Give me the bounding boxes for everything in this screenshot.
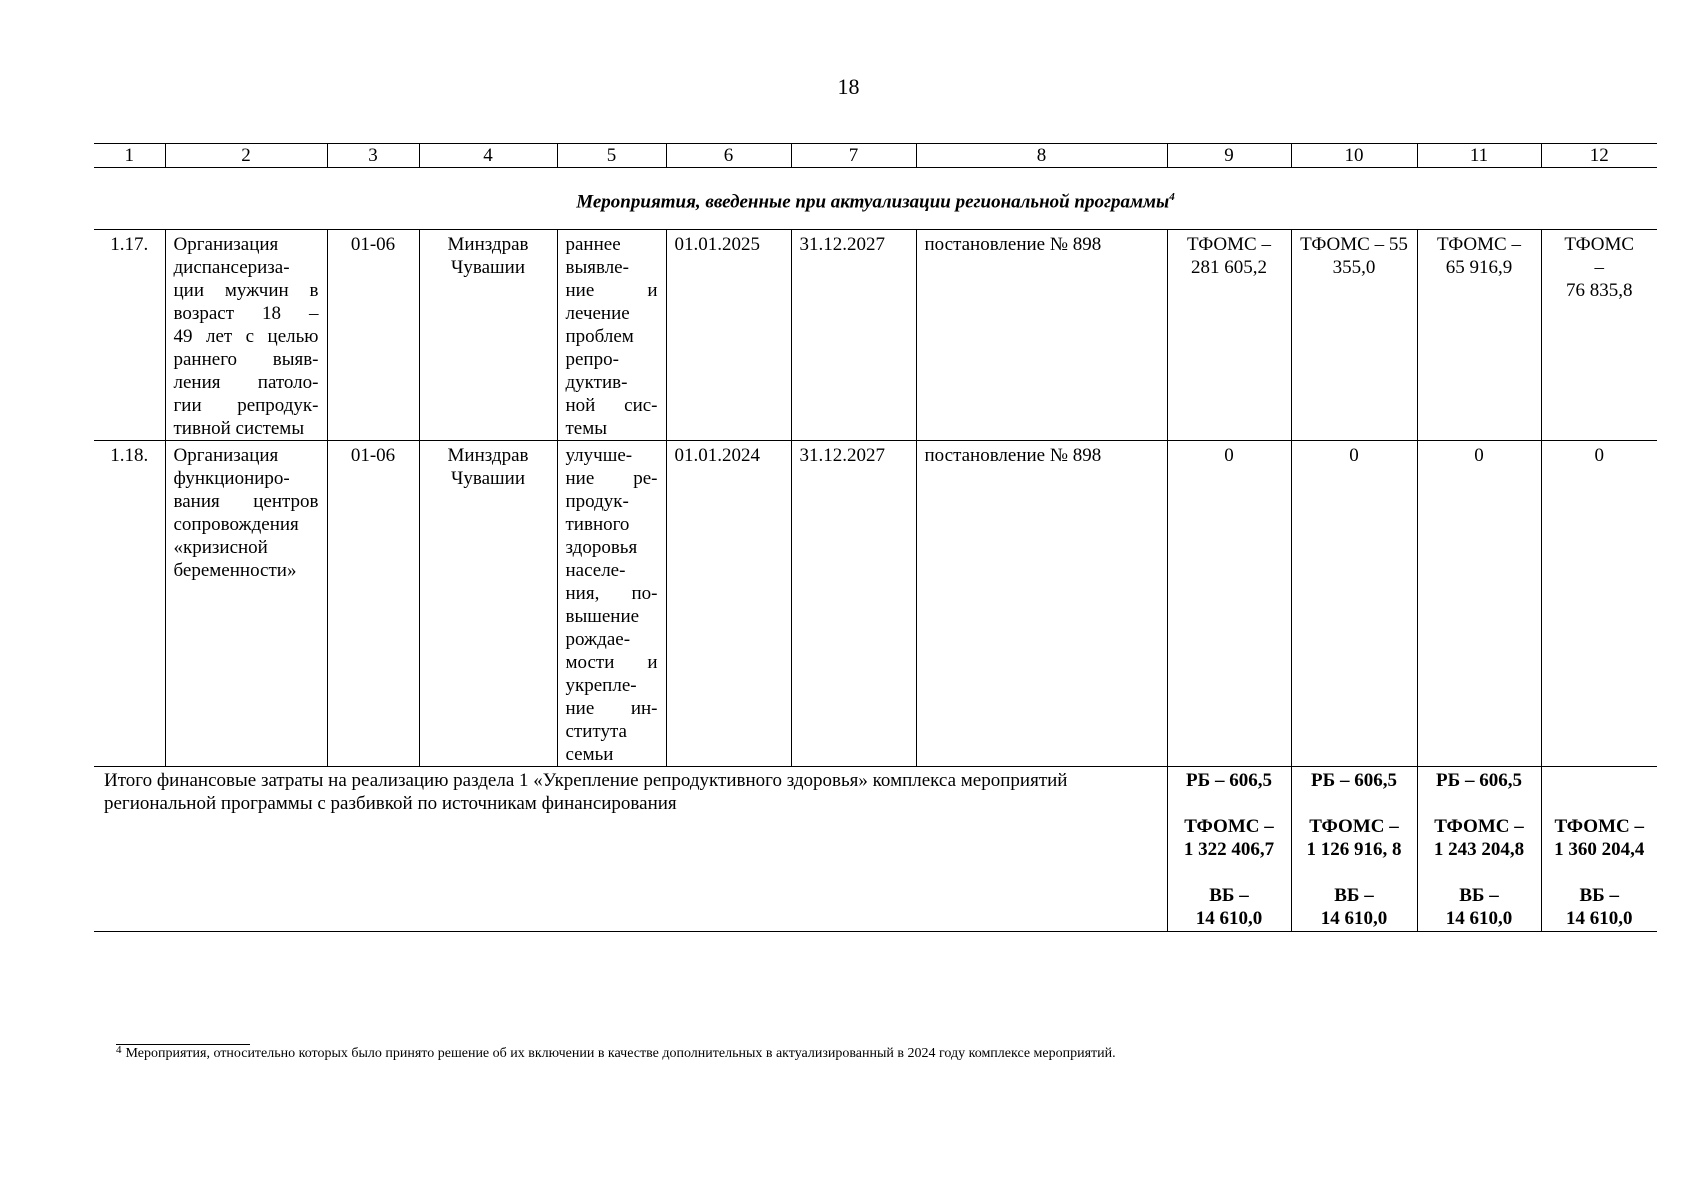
result-line: темы bbox=[565, 418, 608, 440]
event-name-cell bbox=[165, 441, 327, 767]
column-header-row bbox=[94, 144, 1657, 168]
executor-cell: Минздрав Чувашии bbox=[419, 441, 557, 767]
end-date-cell: 31.12.2027 bbox=[791, 230, 916, 441]
result-line: ной сис- bbox=[565, 395, 658, 417]
result-line: дуктив- bbox=[565, 372, 628, 394]
event-name-line: раннего выяв- bbox=[173, 349, 319, 371]
event-name-line: функциониро- bbox=[173, 468, 290, 490]
basis-cell: постановление № 898 bbox=[916, 230, 1167, 441]
total-row bbox=[94, 767, 1657, 932]
event-name-line: Организация bbox=[173, 234, 279, 256]
column-header: 9 bbox=[1167, 144, 1291, 168]
event-name-line: ции мужчин в bbox=[173, 280, 319, 302]
result-line: продук- bbox=[565, 491, 629, 513]
vb-amount: 14 610,0 bbox=[1195, 908, 1263, 930]
vb-amount: 14 610,0 bbox=[1320, 908, 1388, 930]
section-title-text: Мероприятия, введенные при актуализации региональной программы bbox=[576, 191, 1170, 213]
total-label: Итого финансовые затраты на реализацию раздела 1 «Укрепление репродуктивного здоровья» комплекса мероприятий региональной программы с разбивкой по источникам финансирования bbox=[94, 767, 1167, 932]
result-line: ние ин- bbox=[565, 698, 658, 720]
rb-amount: РБ – 606,5 bbox=[1186, 770, 1272, 792]
event-name-line: возраст 18 – bbox=[173, 303, 319, 325]
code-cell: 01-06 bbox=[327, 441, 419, 767]
event-name-line: «кризисной bbox=[173, 537, 268, 559]
funding-cell: ТФОМС – 65 916,9 bbox=[1417, 230, 1541, 441]
page-number: 18 bbox=[837, 74, 860, 99]
event-name-cell bbox=[165, 230, 327, 441]
tfoms-amount: 1 360 204,4 bbox=[1554, 839, 1645, 861]
table-row bbox=[94, 441, 1657, 767]
result-line: семьи bbox=[565, 744, 614, 766]
tfoms-label: ТФОМС – bbox=[1309, 816, 1399, 838]
funding-cell: ТФОМС – 55 355,0 bbox=[1291, 230, 1417, 441]
tfoms-label: ТФОМС – bbox=[1184, 816, 1274, 838]
result-line: укрепле- bbox=[565, 675, 637, 697]
vb-label: ВБ – bbox=[1209, 885, 1249, 907]
event-name-line: ления патоло- bbox=[173, 372, 319, 394]
result-line: ние и bbox=[565, 280, 658, 302]
vb-amount: 14 610,0 bbox=[1445, 908, 1513, 930]
footnote bbox=[116, 1046, 1116, 1062]
column-header: 3 bbox=[327, 144, 419, 168]
column-header: 12 bbox=[1541, 144, 1657, 168]
section-title bbox=[94, 186, 1657, 230]
tfoms-amount: 1 243 204,8 bbox=[1433, 839, 1525, 861]
result-line: улучше- bbox=[565, 445, 633, 467]
row-number: 1.18. bbox=[94, 441, 165, 767]
footnote-mark: 4 bbox=[116, 1044, 122, 1056]
tfoms-label: ТФОМС – bbox=[1434, 816, 1524, 838]
column-header: 5 bbox=[557, 144, 666, 168]
funding-line: ТФОМС bbox=[1564, 234, 1635, 256]
result-line: населе- bbox=[565, 560, 626, 582]
event-name-line: тивной системы bbox=[173, 418, 305, 440]
column-header: 1 bbox=[94, 144, 165, 168]
footnote-reference: 4 bbox=[1169, 191, 1175, 203]
event-name-line: диспансериза- bbox=[173, 257, 290, 279]
rb-amount: РБ – 606,5 bbox=[1436, 770, 1522, 792]
funding-cell: ТФОМС – 281 605,2 bbox=[1167, 230, 1291, 441]
code-cell: 01-06 bbox=[327, 230, 419, 441]
footnote-text: Мероприятия, относительно которых было принято решение об их включении в качестве дополнительных в актуализированный в 2024 году комплексе мероприятий. bbox=[125, 1046, 1116, 1061]
column-header: 10 bbox=[1291, 144, 1417, 168]
vb-label: ВБ – bbox=[1459, 885, 1499, 907]
result-line: выявле- bbox=[565, 257, 629, 279]
total-funding-cell bbox=[1541, 767, 1657, 932]
row-number: 1.17. bbox=[94, 230, 165, 441]
result-line: ститута bbox=[565, 721, 627, 743]
funding-cell: 0 bbox=[1291, 441, 1417, 767]
result-line: тивного bbox=[565, 514, 630, 536]
event-name-line: сопровождения bbox=[173, 514, 299, 536]
result-line: лечение bbox=[565, 303, 630, 325]
event-name-line: вания центров bbox=[173, 491, 319, 513]
section-title-row bbox=[94, 186, 1657, 230]
tfoms-label: ТФОМС – bbox=[1554, 816, 1644, 838]
vb-label: ВБ – bbox=[1579, 885, 1619, 907]
column-header: 6 bbox=[666, 144, 791, 168]
rb-amount: РБ – 606,5 bbox=[1311, 770, 1397, 792]
vb-amount: 14 610,0 bbox=[1566, 908, 1633, 930]
tfoms-amount: 1 322 406,7 bbox=[1183, 839, 1275, 861]
executor-cell: Минздрав Чувашии bbox=[419, 230, 557, 441]
event-name-line: беременности» bbox=[173, 560, 297, 582]
total-funding-cell bbox=[1167, 767, 1291, 932]
funding-cell: 0 bbox=[1541, 441, 1657, 767]
result-cell bbox=[557, 230, 666, 441]
column-header: 7 bbox=[791, 144, 916, 168]
funding-cell: 0 bbox=[1167, 441, 1291, 767]
result-cell bbox=[557, 441, 666, 767]
basis-cell: постановление № 898 bbox=[916, 441, 1167, 767]
start-date-cell: 01.01.2025 bbox=[666, 230, 791, 441]
funding-line: – bbox=[1594, 257, 1604, 279]
column-header: 8 bbox=[916, 144, 1167, 168]
start-date-cell: 01.01.2024 bbox=[666, 441, 791, 767]
result-line: ние ре- bbox=[565, 468, 658, 490]
result-line: рождае- bbox=[565, 629, 631, 651]
result-line: мости и bbox=[565, 652, 658, 674]
table-row bbox=[94, 230, 1657, 441]
rb-amount bbox=[1544, 769, 1656, 792]
footnote-divider bbox=[116, 1044, 250, 1045]
result-line: здоровья bbox=[565, 537, 638, 559]
result-line: проблем bbox=[565, 326, 634, 348]
column-header: 11 bbox=[1417, 144, 1541, 168]
funding-cell bbox=[1541, 230, 1657, 441]
event-name-line: гии репродук- bbox=[173, 395, 319, 417]
result-line: репро- bbox=[565, 349, 619, 371]
column-header: 2 bbox=[165, 144, 327, 168]
result-line: раннее bbox=[565, 234, 621, 256]
column-header: 4 bbox=[419, 144, 557, 168]
total-funding-cell bbox=[1291, 767, 1417, 932]
vb-label: ВБ – bbox=[1334, 885, 1374, 907]
funding-line: 76 835,8 bbox=[1566, 280, 1633, 302]
tfoms-amount: 1 126 916, 8 bbox=[1306, 839, 1402, 861]
end-date-cell: 31.12.2027 bbox=[791, 441, 916, 767]
result-line: ния, по- bbox=[565, 583, 658, 605]
funding-cell: 0 bbox=[1417, 441, 1541, 767]
event-name-line: Организация bbox=[173, 445, 279, 467]
result-line: вышение bbox=[565, 606, 640, 628]
total-funding-cell bbox=[1417, 767, 1541, 932]
event-name-line: 49 лет с целью bbox=[173, 326, 319, 348]
events-table bbox=[94, 143, 1657, 932]
